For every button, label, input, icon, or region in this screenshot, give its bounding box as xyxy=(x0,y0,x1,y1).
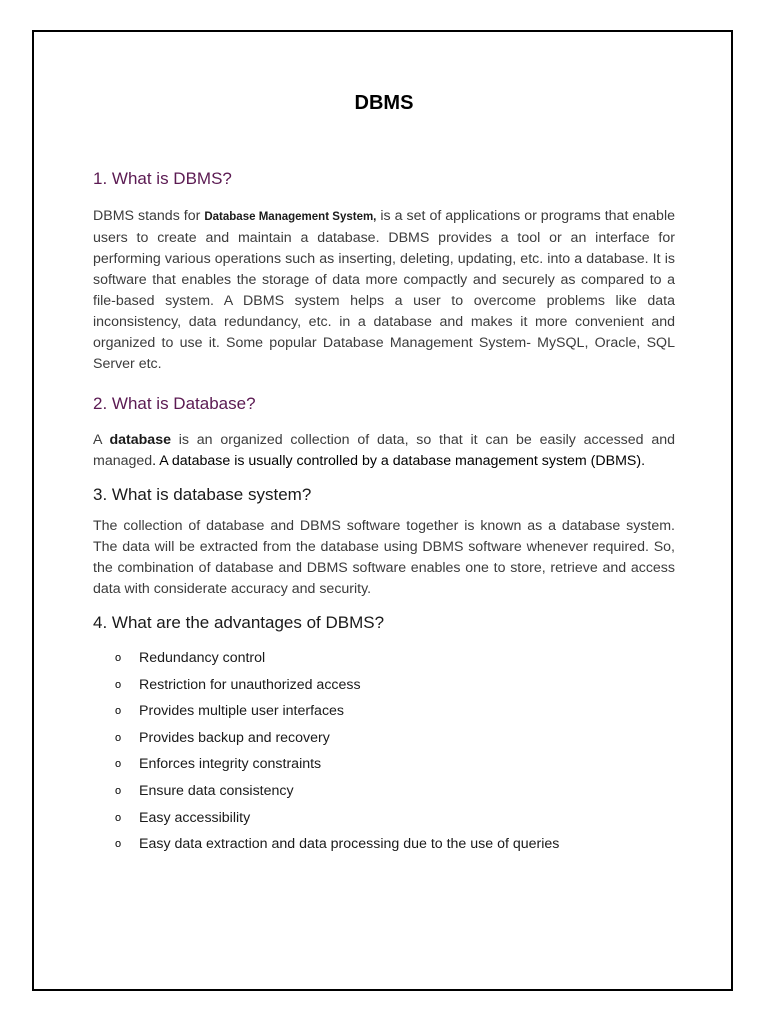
list-item xyxy=(115,645,559,672)
bullet-icon: o xyxy=(115,811,122,824)
paragraph-text: is a set of applications or programs that enable users to create and maintain a database. DBMS provides a tool or an interface for performing various operations such as inserting, deleting, updating, etc. into a database. It is software that enables the storage of data more compactly and securely as compared to a file-based system. A DBMS system helps a user to overcome problems like data inconsistency, data redundancy, etc. in a database and makes it more convenient and organized to use it. Some popular Database Management System- MySQL, Oracle, SQL Server etc. xyxy=(93,208,675,372)
list-item xyxy=(115,672,559,699)
list-item xyxy=(115,725,559,752)
bullet-icon: o xyxy=(115,705,122,718)
list-item xyxy=(115,778,559,805)
bullet-icon: o xyxy=(115,838,122,851)
bullet-icon: o xyxy=(115,678,122,691)
section-heading-advantages-of-dbms: 4. What are the advantages of DBMS? xyxy=(93,613,385,632)
paragraph-term: Database Management System, xyxy=(204,211,377,223)
section-paragraph-what-is-database-system: The collection of database and DBMS software together is known as a database system. The data will be extracted from the database using DBMS software whenever required. So, the combination of database and DBMS software enables one to store, retrieve and access data with considerate accuracy and security. xyxy=(93,518,675,597)
section-heading-what-is-database: 2. What is Database? xyxy=(93,394,256,413)
paragraph-text: is an organized collection of data, so that it can be easily accessed and managed xyxy=(93,432,676,469)
section-heading-what-is-dbms: 1. What is DBMS? xyxy=(93,169,232,188)
list-item-label: Provides backup and recovery xyxy=(139,729,330,746)
list-item xyxy=(115,805,559,832)
paragraph-text-dark: . A database is usually controlled by a database management system (DBMS). xyxy=(152,453,646,469)
list-item-label: Provides multiple user interfaces xyxy=(139,703,345,720)
list-item-label: Easy data extraction and data processing due to the use of queries xyxy=(139,836,560,853)
bullet-icon: o xyxy=(115,784,122,797)
list-item xyxy=(115,751,559,778)
section-paragraph-what-is-dbms xyxy=(93,206,675,375)
list-item xyxy=(115,831,559,858)
list-item-label: Redundancy control xyxy=(139,650,266,666)
advantages-list xyxy=(115,645,559,858)
list-item-label: Restriction for unauthorized access xyxy=(139,676,361,693)
bullet-icon: o xyxy=(115,652,122,664)
section-paragraph-what-is-database xyxy=(93,430,675,472)
document-title: DBMS xyxy=(354,92,414,114)
paragraph-text: A xyxy=(93,432,110,448)
paragraph-term: database xyxy=(109,432,171,448)
list-item-label: Ensure data consistency xyxy=(139,782,294,799)
list-item-label: Easy accessibility xyxy=(139,809,251,826)
list-item-label: Enforces integrity constraints xyxy=(139,756,322,773)
section-heading-what-is-database-system: 3. What is database system? xyxy=(93,485,312,504)
bullet-icon: o xyxy=(115,731,122,744)
bullet-icon: o xyxy=(115,758,122,771)
paragraph-text: DBMS stands for xyxy=(93,208,205,224)
list-item xyxy=(115,698,559,725)
